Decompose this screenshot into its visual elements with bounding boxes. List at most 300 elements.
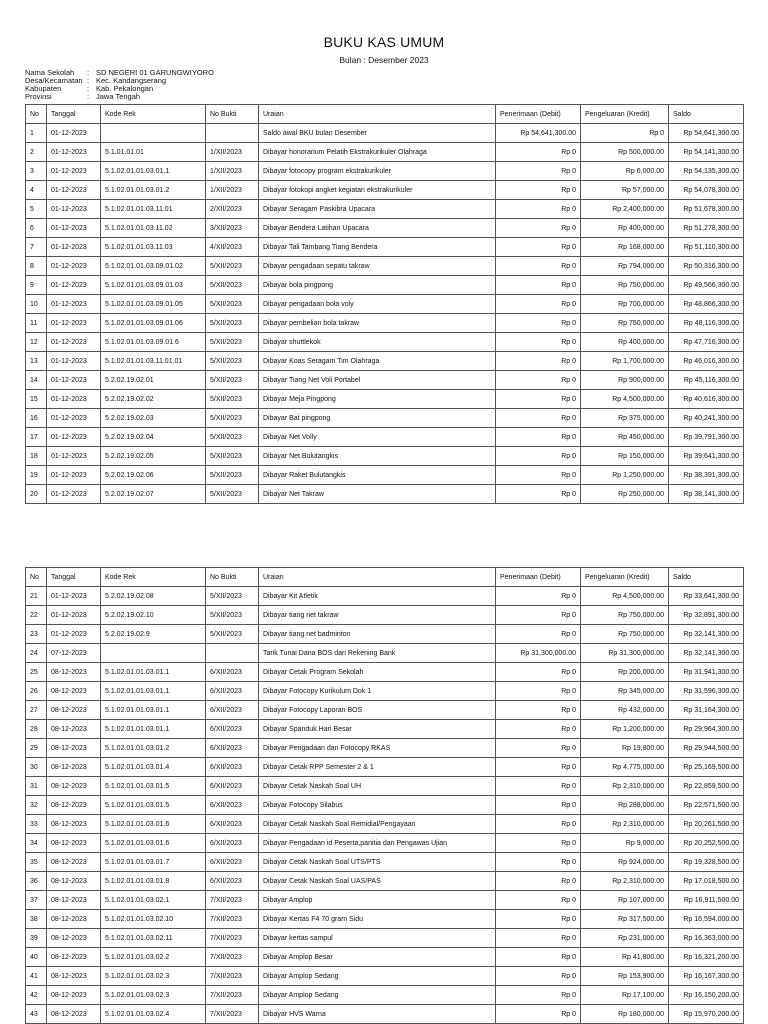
table-row <box>26 428 744 447</box>
cell-tanggal: 01-12-2023 <box>47 371 101 390</box>
cell-kode-rek: 5.1.02.01.01.03.01.7 <box>101 853 206 872</box>
cell-no: 12 <box>26 333 47 352</box>
cell-uraian: Dibayar Cetak Naskah Soal UTS/PTS <box>259 853 496 872</box>
cell-saldo: Rp 16,321,200.00 <box>669 948 744 967</box>
cell-pengeluaran: Rp 900,000.00 <box>581 371 669 390</box>
table-row <box>26 238 744 257</box>
cell-uraian: Dibayar Fotocopy Silabus <box>259 796 496 815</box>
cell-no: 32 <box>26 796 47 815</box>
cell-pengeluaran: Rp 750,000.00 <box>581 606 669 625</box>
column-header-kode-rek: Kode Rek <box>101 105 206 124</box>
cell-uraian: Dibayar Amplop Sedang <box>259 967 496 986</box>
cell-uraian: Dibayar tiang net badminton <box>259 625 496 644</box>
cell-uraian: Dibayar Koas Seragam Tim Olahraga <box>259 352 496 371</box>
cell-pengeluaran: Rp 6,000.00 <box>581 162 669 181</box>
cell-penerimaan: Rp 0 <box>496 162 581 181</box>
column-header-no: No <box>26 105 47 124</box>
cell-penerimaan: Rp 0 <box>496 295 581 314</box>
cell-saldo: Rp 22,859,500.00 <box>669 777 744 796</box>
cell-no-bukti: 3/XII/2023 <box>206 219 259 238</box>
table-row <box>26 352 744 371</box>
cell-pengeluaran: Rp 0 <box>581 124 669 143</box>
cell-uraian: Dibayar tiang net takraw <box>259 606 496 625</box>
cell-kode-rek: 5.1.02.01.01.03.01.6 <box>101 815 206 834</box>
cell-penerimaan: Rp 0 <box>496 929 581 948</box>
cell-kode-rek: 5.2.02.19.02.06 <box>101 466 206 485</box>
cell-saldo: Rp 48,116,300.00 <box>669 314 744 333</box>
cell-uraian: Dibayar Spanduk Hari Besar <box>259 720 496 739</box>
table-row <box>26 314 744 333</box>
cell-saldo: Rp 33,641,300.00 <box>669 587 744 606</box>
cell-pengeluaran: Rp 4,500,000.00 <box>581 390 669 409</box>
cell-tanggal: 08-12-2023 <box>47 663 101 682</box>
cell-no: 41 <box>26 967 47 986</box>
column-header-no-bukti: No Bukti <box>206 105 259 124</box>
cell-saldo: Rp 17,018,500.00 <box>669 872 744 891</box>
cell-pengeluaran: Rp 2,310,000.00 <box>581 777 669 796</box>
cell-saldo: Rp 50,316,300.00 <box>669 257 744 276</box>
cell-no-bukti: 5/XII/2023 <box>206 352 259 371</box>
cell-no-bukti: 5/XII/2023 <box>206 466 259 485</box>
cell-pengeluaran: Rp 375,000.00 <box>581 409 669 428</box>
cell-kode-rek: 5.1.02.01.01.03.02.4 <box>101 1005 206 1024</box>
cell-saldo: Rp 54,641,300.00 <box>669 124 744 143</box>
column-header-kode-rek: Kode Rek <box>101 568 206 587</box>
cell-saldo: Rp 20,261,500.00 <box>669 815 744 834</box>
column-header-tanggal: Tanggal <box>47 105 101 124</box>
cell-no: 25 <box>26 663 47 682</box>
cell-pengeluaran: Rp 317,500.00 <box>581 910 669 929</box>
cell-saldo: Rp 54,078,300.00 <box>669 181 744 200</box>
cell-no-bukti: 6/XII/2023 <box>206 853 259 872</box>
cell-pengeluaran: Rp 168,000.00 <box>581 238 669 257</box>
cell-kode-rek: 5.1.02.01.01.03.11.03 <box>101 238 206 257</box>
cell-uraian: Dibayar kertas sampul <box>259 929 496 948</box>
table-row <box>26 644 744 663</box>
cell-tanggal: 07-12-2023 <box>47 644 101 663</box>
cell-uraian: Dibayar Bat pingpong <box>259 409 496 428</box>
table-row <box>26 967 744 986</box>
cell-uraian: Dibayar Kertas F4 70 gram Sidu <box>259 910 496 929</box>
cell-uraian: Dibayar fotokopi angket kegiatan ekstrakurikuler <box>259 181 496 200</box>
cell-saldo: Rp 31,596,300.00 <box>669 682 744 701</box>
cell-no-bukti: 6/XII/2023 <box>206 796 259 815</box>
cell-penerimaan: Rp 0 <box>496 181 581 200</box>
cell-pengeluaran: Rp 153,900.00 <box>581 967 669 986</box>
cell-saldo: Rp 32,141,300.00 <box>669 625 744 644</box>
school-info-value: SD NEGERI 01 GARUNGWIYORO <box>96 68 214 77</box>
column-header-pengeluaran: Pengeluaran (Kredit) <box>581 105 669 124</box>
cell-saldo: Rp 25,169,500.00 <box>669 758 744 777</box>
table-row <box>26 796 744 815</box>
cell-no-bukti: 2/XII/2023 <box>206 200 259 219</box>
cell-penerimaan: Rp 0 <box>496 625 581 644</box>
cell-penerimaan: Rp 0 <box>496 1005 581 1024</box>
cell-tanggal: 08-12-2023 <box>47 682 101 701</box>
cell-kode-rek: 5.2.02.19.02.05 <box>101 447 206 466</box>
cell-penerimaan: Rp 0 <box>496 371 581 390</box>
cell-no-bukti: 5/XII/2023 <box>206 587 259 606</box>
cell-tanggal: 01-12-2023 <box>47 606 101 625</box>
cell-uraian: Dibayar Tali Tambang Tiang Bendera <box>259 238 496 257</box>
cell-saldo: Rp 31,941,300.00 <box>669 663 744 682</box>
cell-tanggal: 01-12-2023 <box>47 124 101 143</box>
cell-penerimaan: Rp 0 <box>496 910 581 929</box>
cell-no: 36 <box>26 872 47 891</box>
cell-no-bukti: 6/XII/2023 <box>206 777 259 796</box>
cell-kode-rek: 5.1.02.01.01.03.01.1 <box>101 682 206 701</box>
cell-kode-rek: 5.1.02.01.01.03.01.5 <box>101 777 206 796</box>
cell-no-bukti: 7/XII/2023 <box>206 891 259 910</box>
cell-kode-rek: 5.2.02.19.02.07 <box>101 485 206 504</box>
cell-pengeluaran: Rp 1,700,000.00 <box>581 352 669 371</box>
cell-penerimaan: Rp 0 <box>496 238 581 257</box>
cell-pengeluaran: Rp 17,100.00 <box>581 986 669 1005</box>
cell-uraian: Dibayar Fotocopy Kurikulum Dok 1 <box>259 682 496 701</box>
cell-uraian: Dibayar pengadaan sepatu takraw <box>259 257 496 276</box>
cell-tanggal: 08-12-2023 <box>47 910 101 929</box>
cell-tanggal: 08-12-2023 <box>47 720 101 739</box>
cell-saldo: Rp 40,616,300.00 <box>669 390 744 409</box>
cell-tanggal: 08-12-2023 <box>47 1005 101 1024</box>
cell-uraian: Dibayar Tiang Net Voli Portabel <box>259 371 496 390</box>
cell-uraian: Dibayar Net Volly <box>259 428 496 447</box>
cell-no-bukti: 7/XII/2023 <box>206 1005 259 1024</box>
cell-no-bukti: 6/XII/2023 <box>206 872 259 891</box>
page-subtitle: Bulan : Desember 2023 <box>339 55 429 65</box>
cell-no-bukti: 5/XII/2023 <box>206 428 259 447</box>
cell-no: 7 <box>26 238 47 257</box>
cell-no-bukti <box>206 124 259 143</box>
cell-penerimaan: Rp 0 <box>496 333 581 352</box>
cell-no: 28 <box>26 720 47 739</box>
cell-saldo: Rp 51,278,300.00 <box>669 219 744 238</box>
cell-no: 27 <box>26 701 47 720</box>
column-header-uraian: Uraian <box>259 568 496 587</box>
cell-no-bukti: 6/XII/2023 <box>206 720 259 739</box>
cell-kode-rek: 5.1.02.01.01.03.09.01.02 <box>101 257 206 276</box>
cell-saldo: Rp 16,363,000.00 <box>669 929 744 948</box>
table-row <box>26 777 744 796</box>
cell-kode-rek: 5.1.02.01.01.03.01.1 <box>101 720 206 739</box>
cell-penerimaan: Rp 0 <box>496 257 581 276</box>
cell-kode-rek: 5.1.02.01.01.03.01.2 <box>101 181 206 200</box>
school-info-row <box>25 93 214 101</box>
cell-uraian: Dibayar Bendera Latihan Upacara <box>259 219 496 238</box>
table-row <box>26 739 744 758</box>
cell-no: 8 <box>26 257 47 276</box>
cell-no-bukti: 5/XII/2023 <box>206 276 259 295</box>
cell-tanggal: 01-12-2023 <box>47 200 101 219</box>
cell-no-bukti: 5/XII/2023 <box>206 625 259 644</box>
cell-tanggal: 08-12-2023 <box>47 872 101 891</box>
table-row <box>26 625 744 644</box>
school-info-label: Kabupaten <box>25 84 62 93</box>
table-row <box>26 390 744 409</box>
table-header-row <box>26 105 744 124</box>
cell-pengeluaran: Rp 345,000.00 <box>581 682 669 701</box>
cell-saldo: Rp 32,141,300.00 <box>669 644 744 663</box>
cell-saldo: Rp 29,944,500.00 <box>669 739 744 758</box>
cell-penerimaan: Rp 0 <box>496 948 581 967</box>
table-row <box>26 606 744 625</box>
column-header-no: No <box>26 568 47 587</box>
cell-penerimaan: Rp 0 <box>496 352 581 371</box>
school-info-label: Nama Sekolah <box>25 68 75 77</box>
cell-no-bukti: 5/XII/2023 <box>206 314 259 333</box>
table-row <box>26 834 744 853</box>
cell-no-bukti: 6/XII/2023 <box>206 663 259 682</box>
cell-kode-rek: 5.1.02.01.01.03.11.01 <box>101 200 206 219</box>
cell-no-bukti: 5/XII/2023 <box>206 333 259 352</box>
cell-no-bukti: 6/XII/2023 <box>206 682 259 701</box>
column-header-saldo: Saldo <box>669 105 744 124</box>
cell-pengeluaran: Rp 200,000.00 <box>581 663 669 682</box>
cell-kode-rek: 5.1.02.01.01.03.09.01.6 <box>101 333 206 352</box>
cell-kode-rek: 5.1.02.01.01.03.01.5 <box>101 796 206 815</box>
cell-uraian: Dibayar fotocopy program ekstrakurikuler <box>259 162 496 181</box>
cell-kode-rek: 5.2.02.19.02.10 <box>101 606 206 625</box>
school-info-value: Jawa Tengah <box>96 92 141 101</box>
cell-penerimaan: Rp 0 <box>496 276 581 295</box>
table-row <box>26 891 744 910</box>
cell-pengeluaran: Rp 924,000.00 <box>581 853 669 872</box>
cell-penerimaan: Rp 0 <box>496 777 581 796</box>
cell-penerimaan: Rp 0 <box>496 986 581 1005</box>
cell-no-bukti: 5/XII/2023 <box>206 371 259 390</box>
cell-kode-rek: 5.1.02.01.01.03.11.01.01 <box>101 352 206 371</box>
cell-kode-rek: 5.1.02.01.01.03.01.8 <box>101 872 206 891</box>
table-row <box>26 986 744 1005</box>
cell-no: 40 <box>26 948 47 967</box>
cell-tanggal: 01-12-2023 <box>47 333 101 352</box>
cell-penerimaan: Rp 0 <box>496 485 581 504</box>
table-row <box>26 447 744 466</box>
cell-pengeluaran: Rp 150,000.00 <box>581 447 669 466</box>
cell-no: 18 <box>26 447 47 466</box>
cell-no: 11 <box>26 314 47 333</box>
cell-tanggal: 01-12-2023 <box>47 314 101 333</box>
cell-no: 39 <box>26 929 47 948</box>
table-row <box>26 371 744 390</box>
table-row <box>26 663 744 682</box>
cell-tanggal: 08-12-2023 <box>47 701 101 720</box>
cell-penerimaan: Rp 0 <box>496 796 581 815</box>
cell-tanggal: 01-12-2023 <box>47 257 101 276</box>
cell-saldo: Rp 32,891,300.00 <box>669 606 744 625</box>
cell-pengeluaran: Rp 180,000.00 <box>581 1005 669 1024</box>
table-row <box>26 162 744 181</box>
cell-no: 43 <box>26 1005 47 1024</box>
cell-kode-rek: 5.1.02.01.01.03.09.01.03 <box>101 276 206 295</box>
table-row <box>26 466 744 485</box>
cell-uraian: Dibayar Amplop <box>259 891 496 910</box>
table-row <box>26 910 744 929</box>
cell-penerimaan: Rp 0 <box>496 143 581 162</box>
cell-saldo: Rp 47,716,300.00 <box>669 333 744 352</box>
cell-pengeluaran: Rp 500,000.00 <box>581 143 669 162</box>
cell-pengeluaran: Rp 9,000.00 <box>581 834 669 853</box>
cell-no: 3 <box>26 162 47 181</box>
cell-pengeluaran: Rp 1,200,000.00 <box>581 720 669 739</box>
cell-no: 1 <box>26 124 47 143</box>
cell-penerimaan: Rp 0 <box>496 314 581 333</box>
cell-pengeluaran: Rp 231,000.00 <box>581 929 669 948</box>
table-row <box>26 143 744 162</box>
cell-saldo: Rp 22,571,500.00 <box>669 796 744 815</box>
cell-saldo: Rp 16,167,300.00 <box>669 967 744 986</box>
cell-kode-rek: 5.1.02.01.01.03.09.01.05 <box>101 295 206 314</box>
column-header-tanggal: Tanggal <box>47 568 101 587</box>
cell-saldo: Rp 45,116,300.00 <box>669 371 744 390</box>
cell-no-bukti: 1/XII/2023 <box>206 143 259 162</box>
cell-kode-rek <box>101 644 206 663</box>
cell-uraian: Dibayar Amplop Sedang <box>259 986 496 1005</box>
school-info-value: Kab. Pekalongan <box>96 84 154 93</box>
cell-pengeluaran: Rp 107,000.00 <box>581 891 669 910</box>
table-row <box>26 815 744 834</box>
cell-no: 14 <box>26 371 47 390</box>
cell-uraian: Dibayar Kit Atletik <box>259 587 496 606</box>
cell-kode-rek: 5.2.02.19.02.02 <box>101 390 206 409</box>
cell-kode-rek: 5.1.02.01.01.03.11.02 <box>101 219 206 238</box>
cell-uraian: Tarik Tunai Dana BOS dari Rekening Bank <box>259 644 496 663</box>
cell-uraian: Dibayar Cetak Program Sekolah <box>259 663 496 682</box>
cell-tanggal: 01-12-2023 <box>47 485 101 504</box>
cell-kode-rek: 5.1.02.01.01.03.01.4 <box>101 758 206 777</box>
cell-uraian: Dibayar Cetak Naskah Soal Remidial/Pengayaan <box>259 815 496 834</box>
cell-no-bukti: 1/XII/2023 <box>206 181 259 200</box>
cell-kode-rek: 5.2.02.19.02.01 <box>101 371 206 390</box>
cell-pengeluaran: Rp 2,310,000.00 <box>581 872 669 891</box>
cell-penerimaan: Rp 0 <box>496 606 581 625</box>
cell-penerimaan: Rp 0 <box>496 390 581 409</box>
cell-penerimaan: Rp 0 <box>496 967 581 986</box>
cell-penerimaan: Rp 0 <box>496 891 581 910</box>
column-header-uraian: Uraian <box>259 105 496 124</box>
cell-pengeluaran: Rp 1,250,000.00 <box>581 466 669 485</box>
cell-saldo: Rp 51,678,300.00 <box>669 200 744 219</box>
cell-kode-rek: 5.1.02.01.01.03.01.1 <box>101 663 206 682</box>
table-row <box>26 333 744 352</box>
cell-kode-rek: 5.1.02.01.01.03.09.01.06 <box>101 314 206 333</box>
cell-pengeluaran: Rp 288,000.00 <box>581 796 669 815</box>
table-row <box>26 257 744 276</box>
cell-saldo: Rp 49,566,300.00 <box>669 276 744 295</box>
cell-uraian: Dibayar Cetak Naskah Soal UH <box>259 777 496 796</box>
cell-saldo: Rp 31,164,300.00 <box>669 701 744 720</box>
table-row <box>26 720 744 739</box>
cell-kode-rek: 5.1.02.01.01.03.01.1 <box>101 701 206 720</box>
school-info-value: Kec. Kandangserang <box>96 76 167 85</box>
cell-uraian: Dibayar Net Bulutangkis <box>259 447 496 466</box>
cell-pengeluaran: Rp 700,000.00 <box>581 295 669 314</box>
cell-pengeluaran: Rp 2,310,000.00 <box>581 815 669 834</box>
cell-tanggal: 01-12-2023 <box>47 352 101 371</box>
cell-uraian: Dibayar Raket Bulutangkis <box>259 466 496 485</box>
cell-saldo: Rp 16,150,200.00 <box>669 986 744 1005</box>
cell-saldo: Rp 38,391,300.00 <box>669 466 744 485</box>
cell-penerimaan: Rp 0 <box>496 853 581 872</box>
cell-tanggal: 01-12-2023 <box>47 276 101 295</box>
cell-kode-rek: 5.1.02.01.01.03.02.10 <box>101 910 206 929</box>
column-header-saldo: Saldo <box>669 568 744 587</box>
cell-no: 37 <box>26 891 47 910</box>
table-row <box>26 701 744 720</box>
cell-saldo: Rp 19,328,500.00 <box>669 853 744 872</box>
cell-no-bukti: 4/XII/2023 <box>206 238 259 257</box>
cell-penerimaan: Rp 0 <box>496 701 581 720</box>
cell-penerimaan: Rp 0 <box>496 872 581 891</box>
cell-kode-rek: 5.1.02.01.01.03.02.3 <box>101 986 206 1005</box>
cell-tanggal: 01-12-2023 <box>47 447 101 466</box>
cell-tanggal: 01-12-2023 <box>47 295 101 314</box>
table-row <box>26 587 744 606</box>
cell-saldo: Rp 46,016,300.00 <box>669 352 744 371</box>
column-header-penerimaan: Penerimaan (Debit) <box>496 568 581 587</box>
cell-tanggal: 01-12-2023 <box>47 428 101 447</box>
cell-tanggal: 01-12-2023 <box>47 587 101 606</box>
cell-penerimaan: Rp 0 <box>496 428 581 447</box>
cell-saldo: Rp 15,970,200.00 <box>669 1005 744 1024</box>
column-header-penerimaan: Penerimaan (Debit) <box>496 105 581 124</box>
table-row <box>26 485 744 504</box>
cell-pengeluaran: Rp 400,000.00 <box>581 219 669 238</box>
cell-pengeluaran: Rp 2,400,000.00 <box>581 200 669 219</box>
cell-no: 17 <box>26 428 47 447</box>
cell-no: 13 <box>26 352 47 371</box>
cell-no: 2 <box>26 143 47 162</box>
cell-tanggal: 01-12-2023 <box>47 238 101 257</box>
school-info-label: Desa/Kecamatan <box>25 76 83 85</box>
cell-no-bukti: 5/XII/2023 <box>206 257 259 276</box>
school-info-label: Provinsi <box>25 92 52 101</box>
table-row <box>26 295 744 314</box>
school-info <box>25 69 214 101</box>
table-row <box>26 948 744 967</box>
school-info-colon: : <box>87 84 90 93</box>
cell-no: 34 <box>26 834 47 853</box>
column-header-pengeluaran: Pengeluaran (Kredit) <box>581 568 669 587</box>
table-header-row <box>26 568 744 587</box>
cell-pengeluaran: Rp 750,000.00 <box>581 314 669 333</box>
cell-pengeluaran: Rp 432,000.00 <box>581 701 669 720</box>
cell-uraian: Dibayar pengadaan bola voly <box>259 295 496 314</box>
cell-tanggal: 01-12-2023 <box>47 390 101 409</box>
cell-no: 38 <box>26 910 47 929</box>
ledger-table-page-1 <box>25 104 744 504</box>
cell-penerimaan: Rp 0 <box>496 447 581 466</box>
ledger-table-page-2 <box>25 567 744 1024</box>
table-row <box>26 219 744 238</box>
cell-tanggal: 01-12-2023 <box>47 219 101 238</box>
page-title: BUKU KAS UMUM <box>323 34 445 50</box>
cell-no-bukti: 7/XII/2023 <box>206 986 259 1005</box>
cell-penerimaan: Rp 0 <box>496 409 581 428</box>
cell-penerimaan: Rp 0 <box>496 758 581 777</box>
cell-no-bukti: 5/XII/2023 <box>206 485 259 504</box>
cell-kode-rek: 5.1.02.01.01.03.01.2 <box>101 739 206 758</box>
cell-no-bukti: 5/XII/2023 <box>206 606 259 625</box>
cell-pengeluaran: Rp 4,775,000.00 <box>581 758 669 777</box>
cell-kode-rek: 5.1.01.01.01 <box>101 143 206 162</box>
table-row <box>26 200 744 219</box>
cell-tanggal: 08-12-2023 <box>47 853 101 872</box>
cell-no-bukti: 5/XII/2023 <box>206 409 259 428</box>
cell-no: 30 <box>26 758 47 777</box>
cell-kode-rek <box>101 124 206 143</box>
school-info-colon: : <box>87 92 90 101</box>
